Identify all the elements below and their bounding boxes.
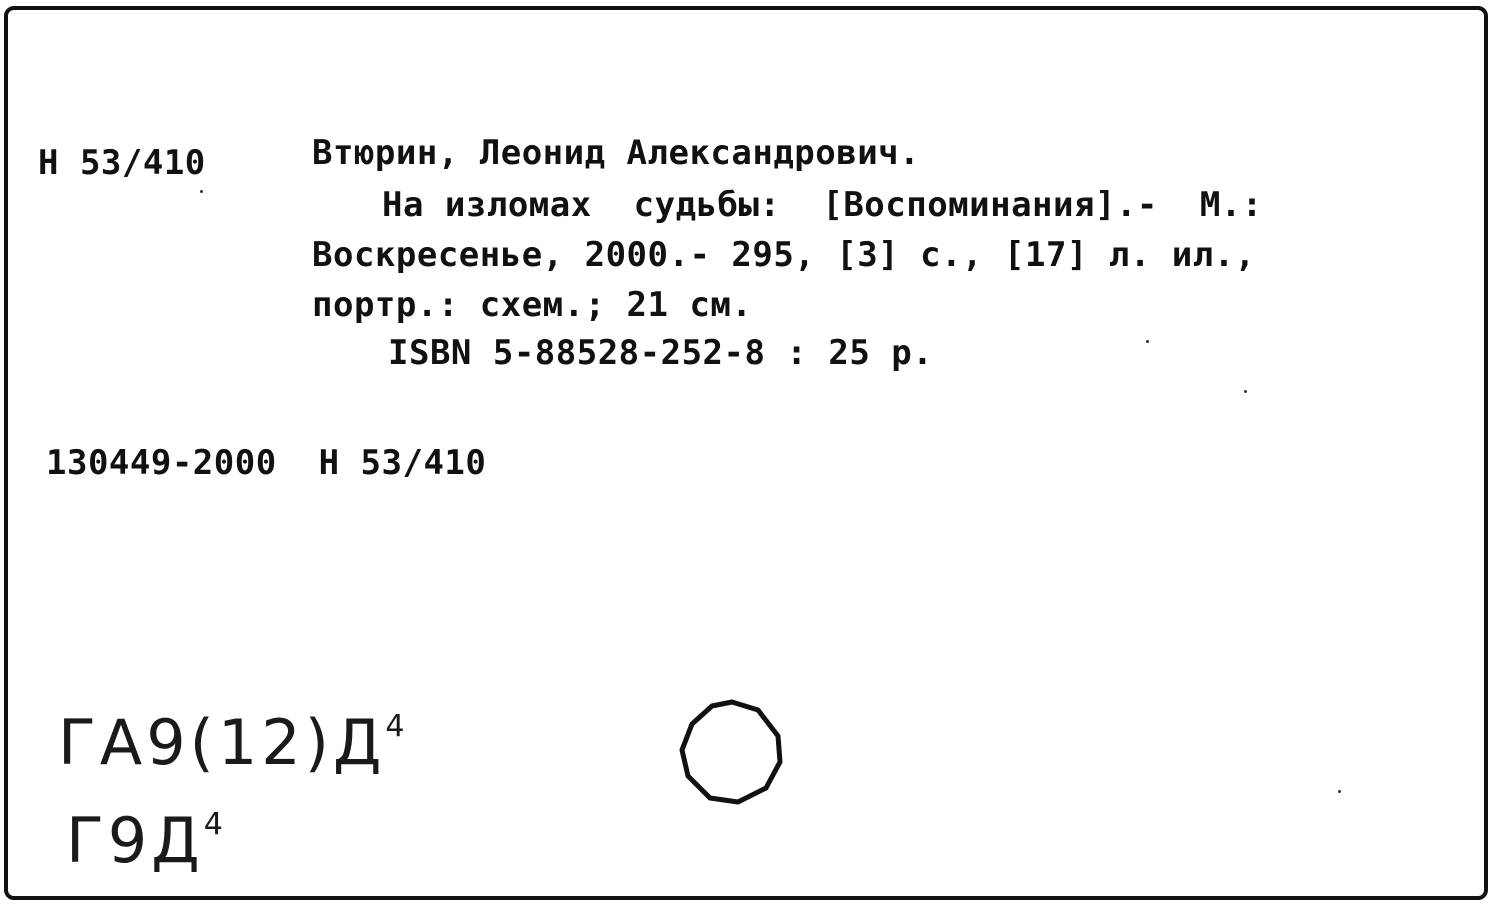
punch-hole-circle bbox=[676, 696, 788, 808]
handwritten-classification-1-main: ГА9(12)Д bbox=[58, 706, 386, 779]
scan-speck bbox=[1338, 790, 1341, 793]
physical-description-line: портр.: схем.; 21 см. bbox=[312, 285, 753, 325]
handwritten-classification-2-sup: 4 bbox=[203, 807, 223, 842]
scan-speck bbox=[1146, 340, 1149, 343]
scan-speck bbox=[200, 190, 203, 193]
handwritten-classification-2 bbox=[66, 804, 223, 877]
handwritten-classification-1-sup: 4 bbox=[385, 709, 405, 744]
handwritten-classification-2-main: Г9Д bbox=[66, 804, 204, 877]
handwritten-classification-1 bbox=[58, 706, 405, 779]
accession-line: 130449-2000 Н 53/410 bbox=[46, 443, 487, 483]
scan-speck bbox=[1244, 390, 1247, 393]
shelf-mark: Н 53/410 bbox=[38, 143, 206, 183]
imprint-line: Воскресенье, 2000.- 295, [3] с., [17] л. ил., bbox=[312, 235, 1256, 275]
title-line: На изломах судьбы: [Воспоминания].- М.: bbox=[382, 185, 1263, 225]
author-heading: Втюрин, Леонид Александрович. bbox=[312, 133, 921, 173]
isbn-line: ISBN 5-88528-252-8 : 25 р. bbox=[388, 333, 934, 373]
